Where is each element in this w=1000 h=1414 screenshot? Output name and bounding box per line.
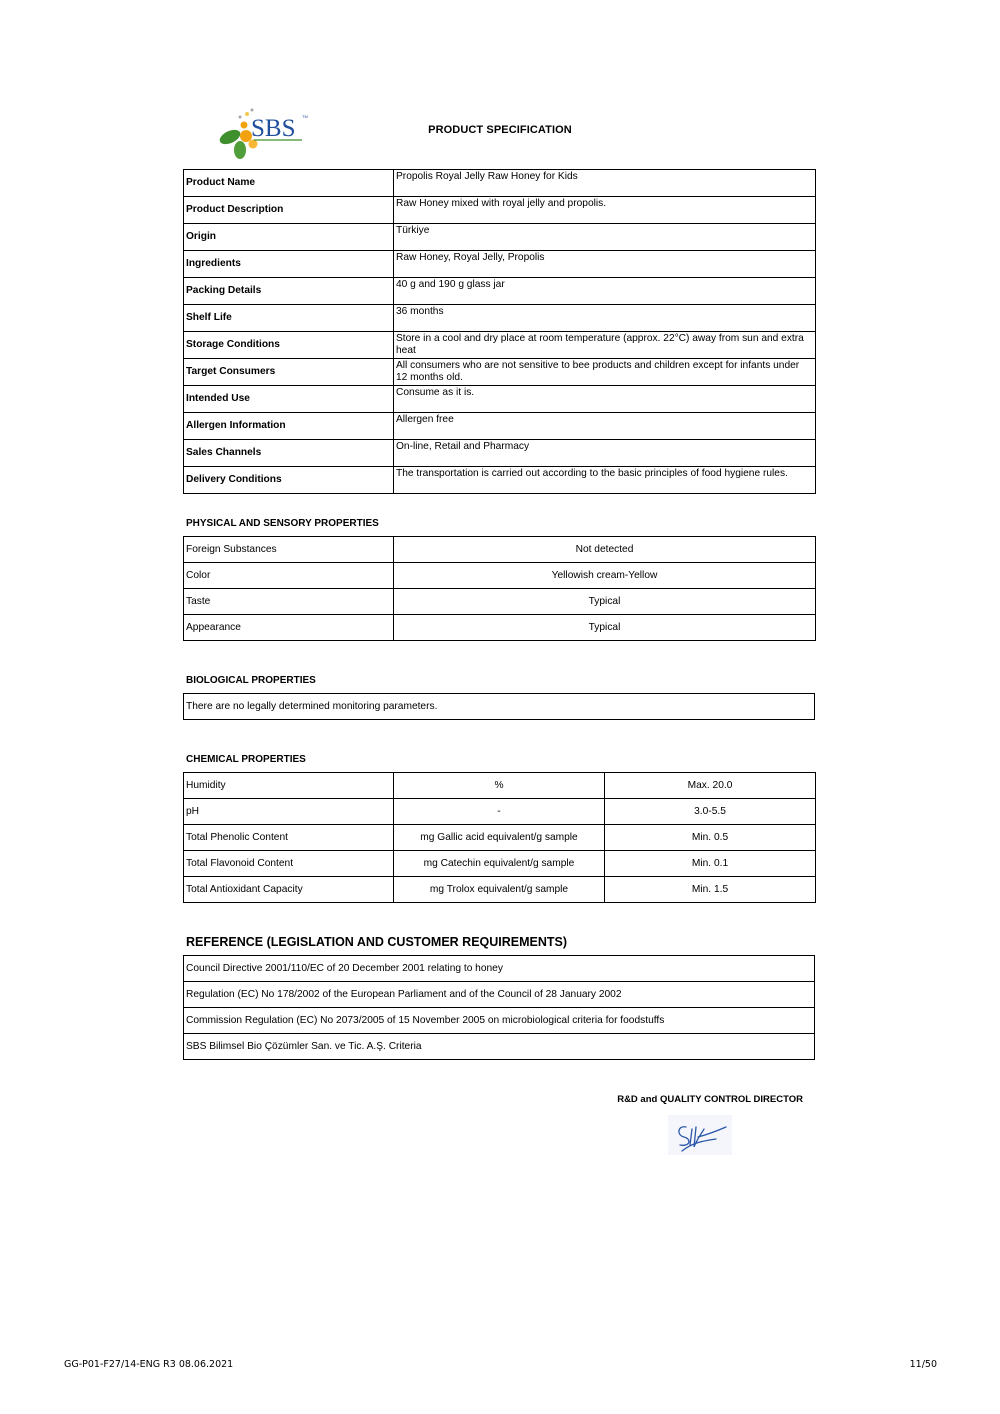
reference-item: Council Directive 2001/110/EC of 20 December 2001 relating to honey (184, 956, 815, 982)
row-label: Appearance (184, 615, 394, 641)
row-value: Allergen free (394, 413, 816, 440)
chemical-table (183, 772, 816, 903)
table-row (184, 359, 816, 386)
param-limit: Min. 0.5 (605, 825, 816, 851)
row-label: Taste (184, 589, 394, 615)
row-label: Product Name (184, 170, 394, 197)
reference-table (183, 955, 815, 1060)
row-value: Propolis Royal Jelly Raw Honey for Kids (394, 170, 816, 197)
param-unit: % (394, 773, 605, 799)
row-label: Product Description (184, 197, 394, 224)
row-label: Shelf Life (184, 305, 394, 332)
param-name: pH (184, 799, 394, 825)
table-row (184, 332, 816, 359)
row-value: Raw Honey mixed with royal jelly and propolis. (394, 197, 816, 224)
table-row (184, 197, 816, 224)
table-row (184, 386, 816, 413)
param-limit: Max. 20.0 (605, 773, 816, 799)
param-unit: mg Trolox equivalent/g sample (394, 877, 605, 903)
table-row (184, 170, 816, 197)
row-value: Raw Honey, Royal Jelly, Propolis (394, 251, 816, 278)
row-value: The transportation is carried out according to the basic principles of food hygiene rules. (394, 467, 816, 494)
product-info-table (183, 169, 816, 494)
biological-table (183, 693, 815, 720)
table-row (184, 615, 816, 641)
row-value: Typical (394, 615, 816, 641)
row-label: Intended Use (184, 386, 394, 413)
row-value: 40 g and 190 g glass jar (394, 278, 816, 305)
row-label: Origin (184, 224, 394, 251)
table-row (184, 851, 816, 877)
biological-section-title: BIOLOGICAL PROPERTIES (186, 675, 316, 686)
reference-item: SBS Bilimsel Bio Çözümler San. ve Tic. A.Ş. Criteria (184, 1034, 815, 1060)
row-value: 36 months (394, 305, 816, 332)
director-title: R&D and QUALITY CONTROL DIRECTOR (617, 1094, 803, 1105)
table-row (184, 563, 816, 589)
table-row (184, 982, 815, 1008)
row-label: Allergen Information (184, 413, 394, 440)
param-limit: Min. 0.1 (605, 851, 816, 877)
param-name: Total Antioxidant Capacity (184, 877, 394, 903)
table-row (184, 799, 816, 825)
reference-section-title: REFERENCE (LEGISLATION AND CUSTOMER REQUIREMENTS) (186, 935, 568, 949)
param-limit: Min. 1.5 (605, 877, 816, 903)
reference-item: Regulation (EC) No 178/2002 of the European Parliament and of the Council of 28 January 2002 (184, 982, 815, 1008)
document-code: GG-P01-F27/14-ENG R3 08.06.2021 (64, 1359, 234, 1370)
table-row (184, 440, 816, 467)
biological-text: There are no legally determined monitoring parameters. (184, 694, 815, 720)
param-unit: mg Gallic acid equivalent/g sample (394, 825, 605, 851)
page-number: 11/50 (909, 1359, 937, 1370)
physical-section-title: PHYSICAL AND SENSORY PROPERTIES (186, 518, 379, 529)
table-row (184, 1008, 815, 1034)
document-title: PRODUCT SPECIFICATION (428, 124, 572, 136)
row-value: Store in a cool and dry place at room temperature (approx. 22°C) away from sun and extra heat (394, 332, 816, 359)
reference-item: Commission Regulation (EC) No 2073/2005 of 15 November 2005 on microbiological criteria for foodstuffs (184, 1008, 815, 1034)
sbs-logo (216, 106, 316, 162)
param-name: Total Flavonoid Content (184, 851, 394, 877)
table-row (184, 467, 816, 494)
table-row (184, 224, 816, 251)
row-label: Target Consumers (184, 359, 394, 386)
physical-table (183, 536, 816, 641)
table-row (184, 278, 816, 305)
table-row (184, 251, 816, 278)
row-value: All consumers who are not sensitive to bee products and children except for infants under 12 months old. (394, 359, 816, 386)
table-row (184, 773, 816, 799)
row-label: Sales Channels (184, 440, 394, 467)
table-row (184, 1034, 815, 1060)
row-value: On-line, Retail and Pharmacy (394, 440, 816, 467)
logo-fruit-orange (241, 122, 248, 129)
table-row (184, 537, 816, 563)
logo-tm: TM (302, 114, 308, 119)
table-row (184, 589, 816, 615)
row-label: Color (184, 563, 394, 589)
row-value: Türkiye (394, 224, 816, 251)
row-label: Foreign Substances (184, 537, 394, 563)
table-row (184, 413, 816, 440)
row-value: Yellowish cream-Yellow (394, 563, 816, 589)
logo-text: SBS (251, 115, 296, 142)
signature (668, 1115, 732, 1155)
table-row (184, 694, 815, 720)
param-name: Total Phenolic Content (184, 825, 394, 851)
row-label: Storage Conditions (184, 332, 394, 359)
table-row (184, 877, 816, 903)
table-row (184, 956, 815, 982)
chemical-section-title: CHEMICAL PROPERTIES (186, 754, 306, 765)
param-limit: 3.0-5.5 (605, 799, 816, 825)
table-row (184, 825, 816, 851)
row-label: Packing Details (184, 278, 394, 305)
param-unit: mg Catechin equivalent/g sample (394, 851, 605, 877)
table-row (184, 305, 816, 332)
row-value: Consume as it is. (394, 386, 816, 413)
param-unit: - (394, 799, 605, 825)
row-value: Not detected (394, 537, 816, 563)
row-value: Typical (394, 589, 816, 615)
row-label: Ingredients (184, 251, 394, 278)
logo-leaf-green (234, 141, 246, 159)
param-name: Humidity (184, 773, 394, 799)
row-label: Delivery Conditions (184, 467, 394, 494)
